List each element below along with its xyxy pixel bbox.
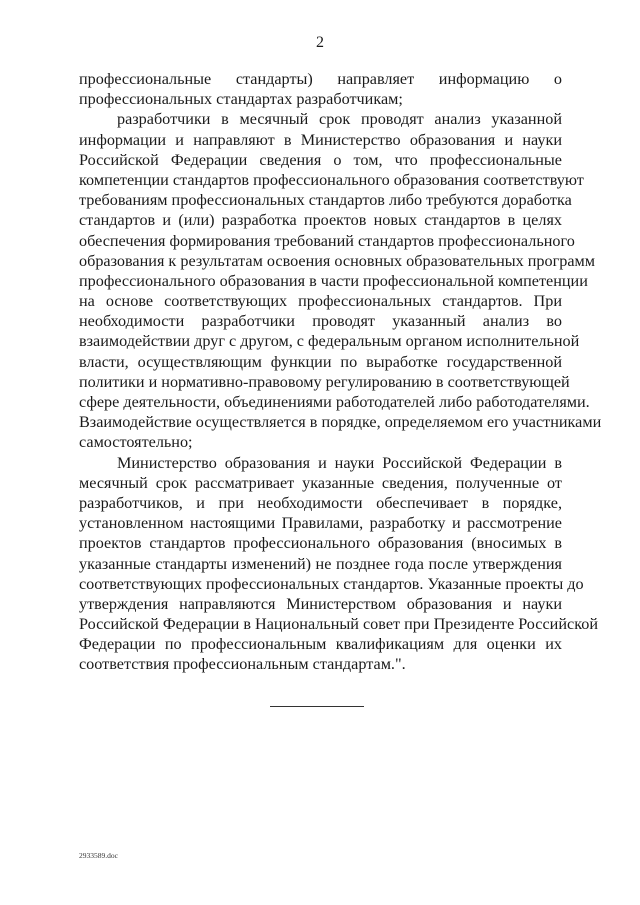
text-line: утверждения направляются Министерством образования и науки (79, 594, 562, 613)
end-divider (270, 706, 364, 707)
text-line: Взаимодействие осуществляется в порядке, определяемом его участниками (79, 413, 602, 432)
text-line: взаимодействии друг с другом, с федеральным органом исполнительной (79, 332, 580, 351)
text-line: Министерство образования и науки Российской Федерации в (117, 453, 562, 472)
text-line: профессиональные стандарты) направляет информацию о (79, 70, 562, 88)
text-line: проектов стандартов профессионального образования (вносимых в (79, 534, 562, 553)
text-line: информации и направляют в Министерство образования и науки (79, 130, 562, 149)
text-line: разработчики в месячный срок проводят анализ указанной (117, 110, 562, 129)
text-line: самостоятельно; (79, 433, 193, 452)
text-line: власти, осуществляющим функции по выработке государственной (79, 352, 562, 371)
text-line: политики и нормативно-правовому регулированию в соответствующей (79, 372, 570, 391)
text-line: стандартов и (или) разработка проектов новых стандартов в целях (79, 211, 562, 230)
text-line: обеспечения формирования требований стандартов профессионального (79, 231, 575, 250)
text-line: сфере деятельности, объединениями работодателей либо работодателями. (79, 393, 590, 411)
text-line: соответствия профессиональным стандартам.". (79, 655, 406, 674)
text-line: компетенции стандартов профессионального образования соответствуют (79, 170, 584, 189)
text-line: установленном настоящими Правилами, разработку и рассмотрение (79, 514, 562, 533)
text-line: профессионального образования в части профессиональной компетенции (79, 271, 588, 290)
text-line: разработчиков, и при необходимости обеспечивает в порядке, (79, 493, 562, 512)
text-line: Российской Федерации сведения о том, что профессиональные (79, 150, 562, 169)
text-line: образования к результатам освоения основных образовательных программ (79, 251, 596, 270)
text-line: Российской Федерации в Национальный совет при Президенте Российской (79, 615, 598, 634)
text-line: Федерации по профессиональным квалификациям для оценки их (79, 635, 562, 654)
file-name-footer: 2933589.doc (79, 851, 118, 860)
text-line: соответствующих профессиональных стандартов. Указанные проекты до (79, 574, 584, 593)
text-line: месячный срок рассматривает указанные сведения, полученные от (79, 473, 562, 492)
text-line: на основе соответствующих профессиональных стандартов. При (79, 292, 562, 311)
text-line: требованиям профессиональных стандартов либо требуются доработка (79, 191, 572, 210)
document-body (79, 69, 602, 675)
text-line: необходимости разработчики проводят указанный анализ во (79, 312, 562, 331)
text-line: профессиональных стандартах разработчикам; (79, 90, 403, 109)
text-line: указанные стандарты изменений) не позднее года после утверждения (79, 554, 562, 573)
page-number: 2 (316, 34, 324, 51)
